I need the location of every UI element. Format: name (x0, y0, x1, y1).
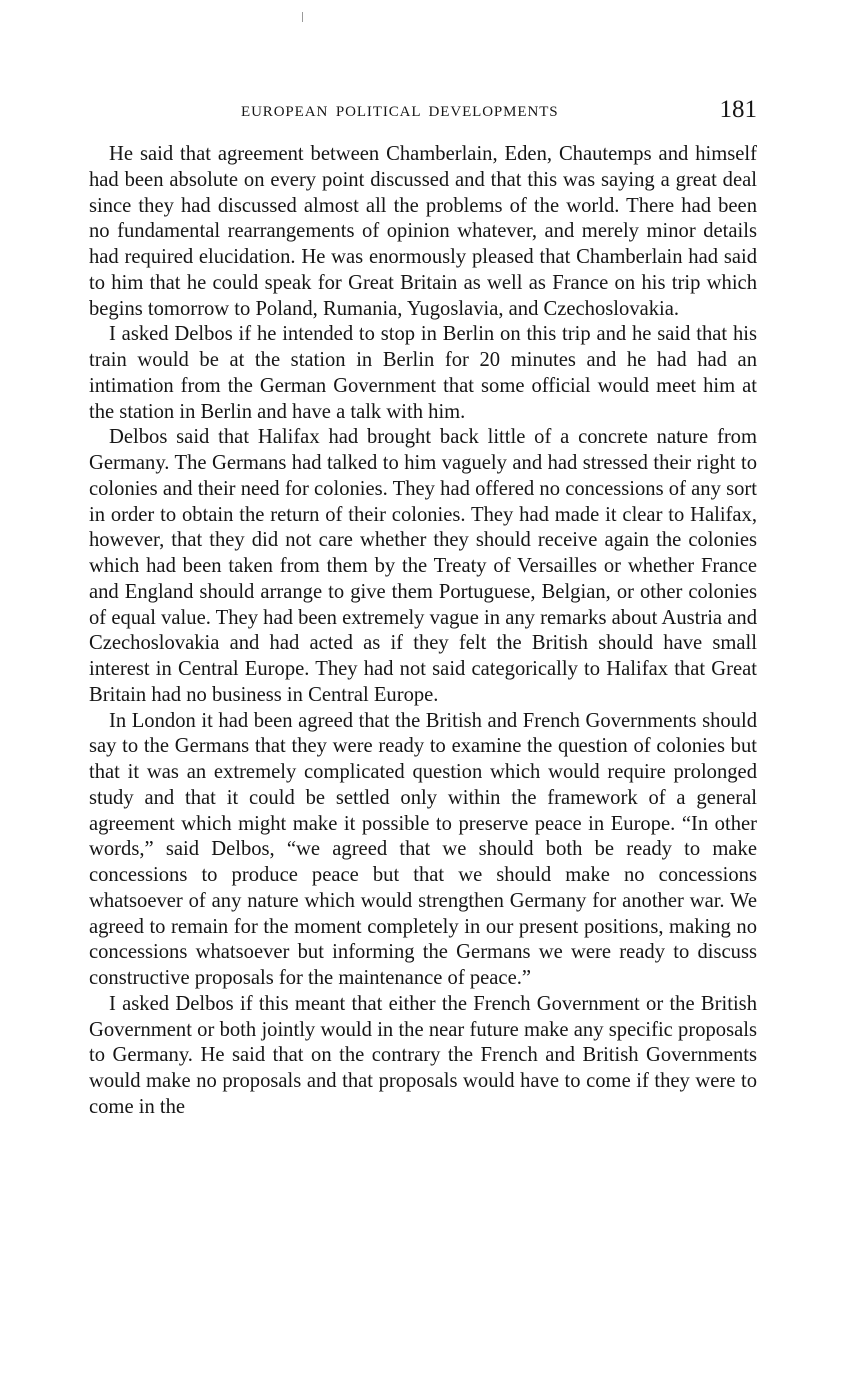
paragraph: In London it had been agreed that the British and French Governments should say to the Germans that they were ready to examine the question of colonies but that it was an extremely complicated question which would require prolonged study and that it could be settled only within the framework of a general agreement which might make it possible to preserve peace in Europe. “In other words,” said Delbos, “we agreed that we should both be ready to make concessions to produce peace but that we should make no concessions whatsoever of any nature which would strengthen Germany for another war. We agreed to remain for the moment completely in our present positions, making no concessions whatsoever but informing the Germans we were ready to discuss constructive proposals for the maintenance of peace.” (89, 709, 757, 989)
paragraph: I asked Delbos if he intended to stop in Berlin on this trip and he said that his train would be at the station in Berlin for 20 minutes and he had had an intimation from the German Government that some official would meet him at the station in Berlin and have a talk with him. (89, 323, 757, 423)
running-title: EUROPEAN POLITICAL DEVELOPMENTS (241, 104, 559, 120)
paragraph: He said that agreement between Chamberlain, Eden, Chautemps and himself had been absolute on every point discussed and that this was saying a great deal since they had discussed almost all the problems of the world. There had been no fundamental rearrangements of opinion whatever, and merely minor details had required elucidation. He was enormously pleased that Chamberlain had said to him that he could speak for Great Britain as well as France on his trip which begins tomorrow to Poland, Rumania, Yugoslavia, and Czechoslovakia. (89, 143, 757, 320)
page-mark (302, 12, 303, 22)
book-page (89, 96, 757, 1121)
page-number: 181 (719, 96, 757, 123)
paragraph: I asked Delbos if this meant that either the French Government or the British Government or both jointly would in the near future make any specific proposals to Germany. He said that on the contrary the French and British Governments would make no proposals and that proposals would have to come if they were to come in the (89, 992, 757, 1118)
paragraph: Delbos said that Halifax had brought back little of a concrete nature from Germany. The Germans had talked to him vaguely and had stressed their right to colonies and their need for colonies. They had offered no concessions of any sort in order to obtain the return of their colonies. They had made it clear to Halifax, however, that they did not care whether they should receive again the colonies which had been taken from them by the Treaty of Versailles or whether France and England should arrange to give them Portuguese, Belgian, or other colonies of equal value. They had been extremely vague in any remarks about Austria and Czechoslovakia and had acted as if they felt the British should have small interest in Central Europe. They had not said categorically to Halifax that Great Britain had no business in Central Europe. (89, 426, 757, 706)
running-head (89, 96, 757, 132)
body-text (89, 142, 757, 1121)
